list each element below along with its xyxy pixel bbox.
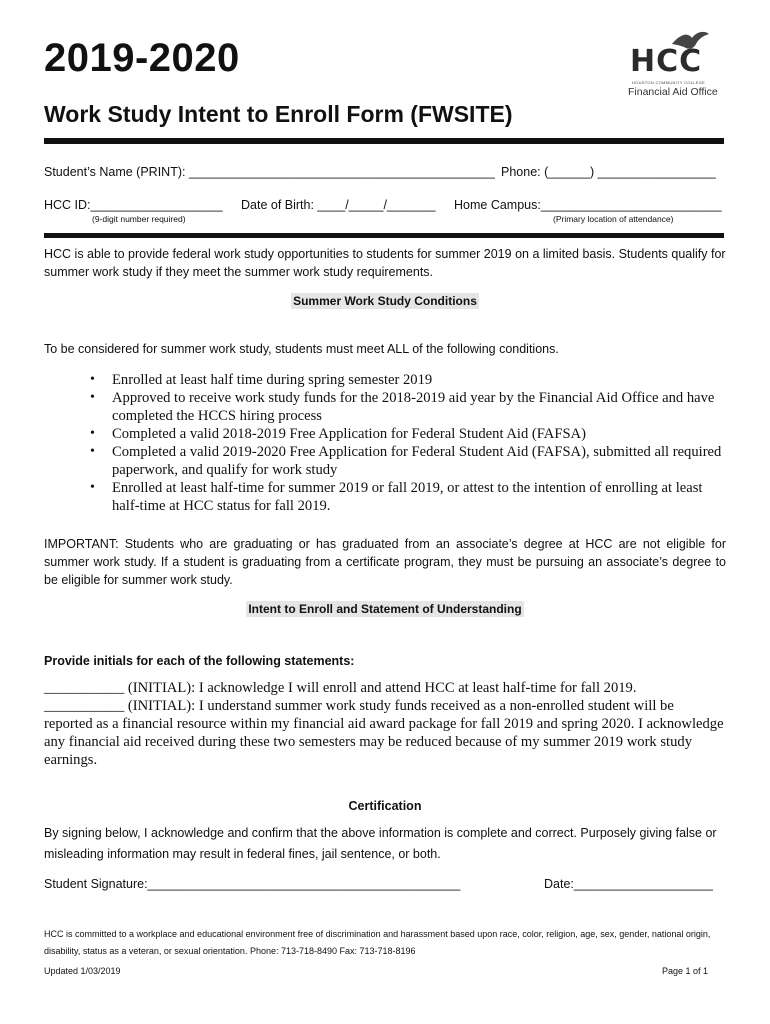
intent-lead: Provide initials for each of the following statements: [44,654,355,668]
conditions-heading: Summer Work Study Conditions [293,294,477,308]
list-item: • Enrolled at least half-time for summer 2019 or fall 2019, or attest to the intention of enrolling at least half-time at HCC status for fall 2019. [88,479,728,515]
logo-subtitle: HOUSTON COMMUNITY COLLEGE [632,80,706,85]
certification-heading: Certification [348,799,422,813]
conditions-list [88,371,728,515]
list-item: • Completed a valid 2019-2020 Free Application for Federal Student Aid (FAFSA), submitted all required paperwork, and qualify for work study [88,443,728,479]
signature-date-field[interactable]: Date:____________________ [544,877,713,891]
hcc-id-note: (9-digit number required) [92,214,186,224]
footer-page-number: Page 1 of 1 [662,966,709,976]
initial-statement-2[interactable]: ___________ (INITIAL): I understand summer work study funds received as a non-enrolled student will be reported as a financial resource within my financial aid award package for fall 2019 and spring 2020. I acknowledge any financial aid received during these two semesters may be reduced because of my summer 2019 work study earnings. [44,698,724,768]
list-item: • Enrolled at least half time during spring semester 2019 [88,371,728,389]
home-campus-note: (Primary location of attendance) [553,214,674,224]
intro-paragraph: HCC is able to provide federal work study opportunities to students for summer 2019 on a limited basis. Students qualify for summer work study if they meet the summer work study requirements. [44,247,726,279]
student-signature-field[interactable]: Student Signature:_____________________________________________ [44,877,461,891]
footer-notice: HCC is committed to a workplace and educational environment free of discrimination and harassment based upon race, color, religion, age, sex, gender, national origin, disability, status as a veteran, or sexual orientation. Phone: 713-718-8490 Fax: 713-718-8196 [44,929,711,956]
list-item: • Completed a valid 2018-2019 Free Application for Federal Student Aid (FAFSA) [88,425,728,443]
student-name-field[interactable]: Student’s Name (PRINT): ____________________________________________ [44,165,495,179]
hcc-logo [626,30,726,102]
phone-field[interactable]: Phone: (______) _________________ [501,165,716,179]
form-year: 2019-2020 [44,36,240,80]
footer-updated: Updated 1/03/2019 [44,966,121,976]
list-item: • Approved to receive work study funds for the 2018-2019 aid year by the Financial Aid Office and have completed the HCCS hiring process [88,389,728,425]
certification-text: By signing below, I acknowledge and confirm that the above information is complete and correct. Purposely giving false or misleading information may result in federal fines, jail sentence, or both. [44,826,717,861]
logo-office: Financial Aid Office [628,86,718,98]
form-title: Work Study Intent to Enroll Form (FWSITE) [44,101,513,127]
header-divider [44,138,724,144]
important-paragraph: IMPORTANT: Students who are graduating or has graduated from an associate’s degree at HCC are not eligible for summer work study. If a student is graduating from a certificate program, they must be pursuing an associate’s degree to be eligible for summer work study. [44,537,726,587]
date-of-birth-field[interactable]: Date of Birth: ____/_____/_______ [241,198,436,212]
intent-heading: Intent to Enroll and Statement of Understanding [248,602,522,616]
hcc-id-field[interactable]: HCC ID:___________________ [44,198,223,212]
conditions-lead: To be considered for summer work study, students must meet ALL of the following conditions. [44,342,559,356]
initial-statement-1[interactable]: ___________ (INITIAL): I acknowledge I will enroll and attend HCC at least half-time for fall 2019. [44,680,637,696]
fields-divider [44,233,724,238]
home-campus-field[interactable]: Home Campus:__________________________ [454,198,722,212]
logo-letters: HCC [630,44,703,79]
